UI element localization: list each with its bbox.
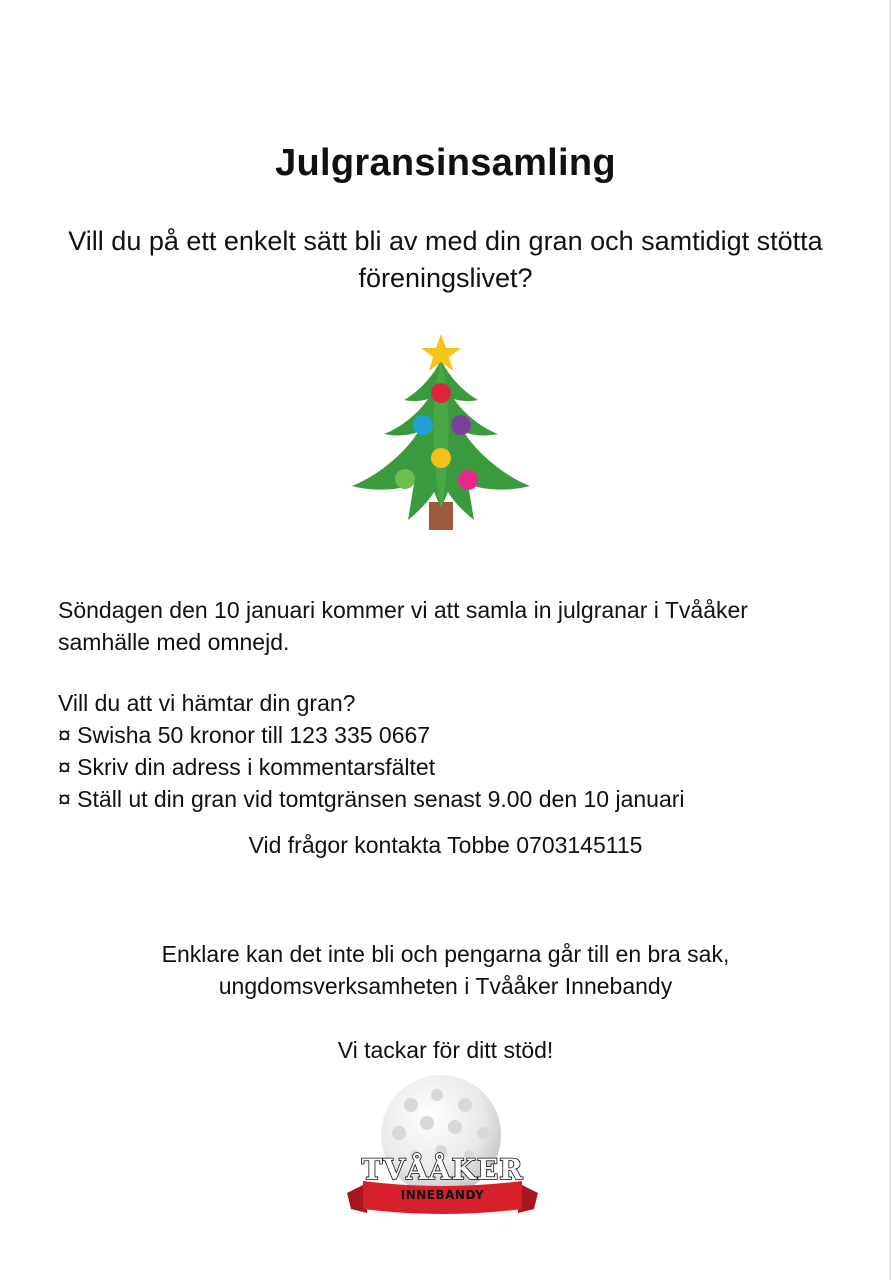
closing-paragraph bbox=[0, 938, 891, 1002]
ornament-pink bbox=[458, 470, 478, 490]
closing-line: Enklare kan det inte bli och pengarna går till en bra sak, bbox=[161, 941, 730, 967]
instructions bbox=[58, 687, 848, 815]
christmas-tree-icon bbox=[348, 330, 534, 535]
closing-line: ungdomsverksamheten i Tvååker Innebandy bbox=[218, 973, 673, 999]
instruction-step: ¤ Ställ ut din gran vid tomtgränsen senast 9.00 den 10 januari bbox=[58, 786, 685, 812]
page-title: Julgransinsamling bbox=[275, 142, 616, 184]
instruction-step: ¤ Swisha 50 kronor till 123 335 0667 bbox=[58, 722, 431, 748]
thanks-line: Vi tackar för ditt stöd! bbox=[337, 1037, 554, 1063]
logo-sub: INNEBANDY bbox=[400, 1188, 485, 1202]
intro-paragraph bbox=[58, 594, 848, 658]
intro-line: Söndagen den 10 januari kommer vi att samla in julgranar i Tvååker bbox=[58, 597, 748, 623]
ornament-purple bbox=[451, 415, 471, 435]
subtitle: Vill du på ett enkelt sätt bli av med din gran och samtidigt stötta föreningslivet? bbox=[68, 226, 823, 293]
ornament-yellow bbox=[431, 448, 451, 468]
contact-line: Vid frågor kontakta Tobbe 0703145115 bbox=[248, 832, 643, 858]
ornament-green bbox=[395, 469, 415, 489]
instruction-step: ¤ Skriv din adress i kommentarsfältet bbox=[58, 754, 436, 780]
intro-line: samhälle med omnejd. bbox=[58, 629, 290, 655]
instructions-question: Vill du att vi hämtar din gran? bbox=[58, 690, 356, 716]
ornament-red bbox=[431, 383, 451, 403]
logo-name: TVÅÅKER bbox=[361, 1153, 524, 1186]
ornament-blue bbox=[413, 415, 433, 435]
